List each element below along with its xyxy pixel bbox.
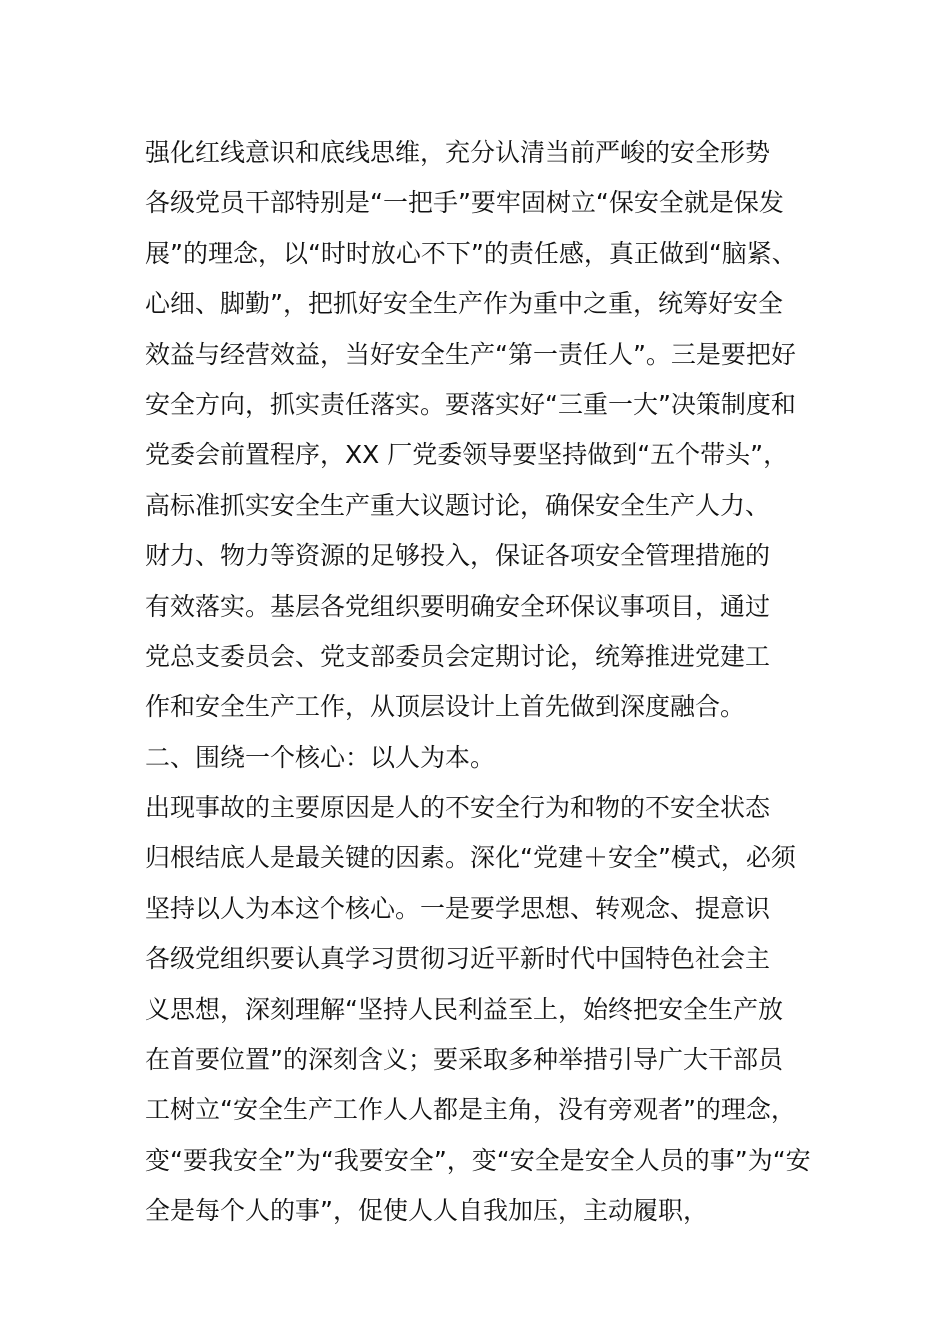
text-line: 全是每个人的事”，促使人人自我加压，主动履职， [145,1196,708,1226]
text-line: 义思想，深刻理解“坚持人民利益至上，始终把安全生产放 [145,994,783,1024]
text-line: 有效落实。基层各党组织要明确安全环保议事项目，通过 [145,591,771,621]
text-line: 强化红线意识和底线思维，充分认清当前严峻的安全形势 [145,138,771,167]
text-line: 心细、脚勤”，把抓好安全生产作为重中之重，统筹好安全 [145,289,783,319]
text-line: 高标准抓实安全生产重大议题讨论，确保安全生产人力、 [145,490,771,520]
text-line: 变“要我安全”为“我要安全”，变“安全是安全人员的事”为“安 [145,1145,811,1175]
text-line: 展”的理念，以“时时放心不下”的责任感，真正做到“脑紧、 [145,238,797,268]
text-line: 安全方向，抓实责任落实。要落实好“三重一大”决策制度和 [145,389,796,419]
text-line: 各级党组织要认真学习贯彻习近平新时代中国特色社会主 [145,944,771,974]
text-line: 作和安全生产工作，从顶层设计上首先做到深度融合。 [145,692,746,722]
text-line: 归根结底人是最关键的因素。深化“党建＋安全”模式，必须 [145,843,796,873]
text-line: 工树立“安全生产工作人人都是主角，没有旁观者”的理念， [145,1095,796,1125]
text-line: 各级党员干部特别是“一把手”要牢固树立“保安全就是保发 [145,188,784,218]
text-line: 坚持以人为本这个核心。一是要学思想、转观念、提意识 [145,893,771,923]
body-text [145,128,825,1237]
text-line: 党总支委员会、党支部委员会定期讨论，统筹推进党建工 [145,641,771,671]
text-line: 在首要位置”的深刻含义；要采取多种举措引导广大干部员 [145,1045,783,1075]
text-line: 党委会前置程序，XX 厂党委领导要坚持做到“五个带头”， [145,440,789,470]
text-line: 财力、物力等资源的足够投入，保证各项安全管理措施的 [145,541,771,571]
section-heading: 二、围绕一个核心：以人为本。 [145,742,496,772]
text-line: 效益与经营效益，当好安全生产“第一责任人”。三是要把好 [145,339,796,369]
text-line: 出现事故的主要原因是人的不安全行为和物的不安全状态 [145,793,771,823]
